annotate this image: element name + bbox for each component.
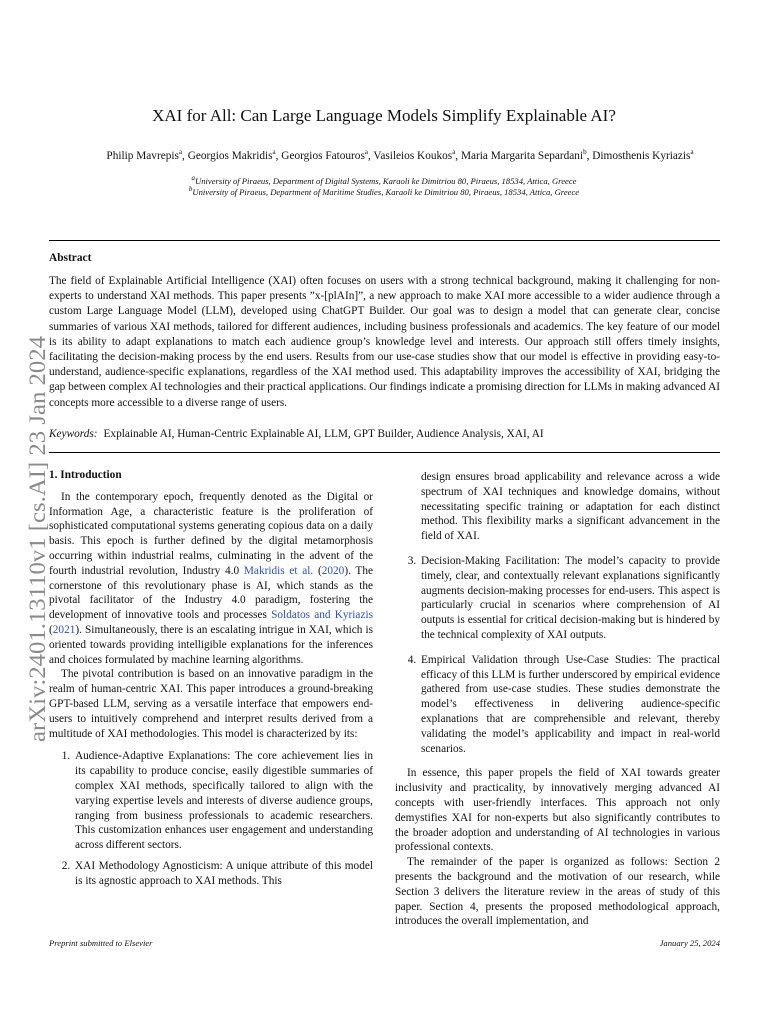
keywords-text: Explainable AI, Human-Centric Explainable AI, LLM, GPT Builder, Audience Analysis, XAI, AI — [103, 428, 544, 440]
author-affiliation-mark: a — [272, 148, 276, 156]
list-item — [419, 653, 720, 757]
right-column — [395, 470, 720, 929]
list-item-continuation: design ensures broad applicability and relevance across a wide spectrum of XAI techniques and knowledge domains, without necessitating specific training or adaptation for each distinct method. This flexibility marks a significant advancement in the field of XAI. — [421, 471, 720, 543]
citation-author: Makridis et al. — [243, 564, 314, 577]
author-name: Georgios Makridis — [187, 149, 273, 162]
footer-preprint-note: Preprint submitted to Elsevier — [49, 938, 153, 948]
citation-bracket: ). — [75, 623, 82, 636]
contribution-list-continued — [395, 554, 720, 756]
arxiv-stamp-text: arXiv:2401.13110v1 [cs.AI] 23 Jan 2024 — [25, 364, 50, 742]
author-name: Dimosthenis Kyriazis — [592, 149, 691, 162]
paragraph-text: The cornerstone of this revolutionary phase is AI, which stands as the pivotal facilitator of the Industry 4.0 paradigm, fostering the development of innovative tools and processes — [49, 564, 373, 622]
citation-year-soldatos[interactable]: 2021 — [52, 623, 76, 636]
footer-date: January 25, 2024 — [659, 938, 720, 948]
list-item-text: Audience-Adaptive Explanations: The core achievement lies in its capability to produce concise, easily digestible summaries of complex XAI methods, specifically tailored to align with the varying expertise levels and interests of diverse audience groups, ranging from business professionals to academic researchers. This customization enhances user engagement and understanding across different sectors. — [75, 750, 373, 852]
abstract-text: The field of Explainable Artificial Intelligence (XAI) often focuses on users with a strong technical background, making it challenging for non-experts to understand XAI methods. This paper presents ”x-[plAIn]”, a new approach to make XAI more accessible to a wider audience through a custom Large Language Model (LLM), developed using ChatGPT Builder. Our goal was to design a model that can generate clear, concise summaries of various XAI methods, tailored for different audiences, including business professionals and academics. The key feature of our model is its ability to adapt explanations to match each audience group’s knowledge level and interests. Our approach still offers timely insights, facilitating the decision-making process by the end users. Results from our use-case studies show that our model is effective in providing easy-to-understand, audience-specific explanations, regardless of the XAI method used. This adaptability improves the accessibility of XAI, bridging the gap between complex AI technologies and their practical applications. Our findings indicate a promising direction for LLMs in making advanced AI concepts more accessible to a diverse range of users. — [49, 275, 720, 409]
keywords — [49, 428, 720, 440]
citation-bracket: ). — [344, 564, 351, 577]
affiliation-text: University of Piraeus, Department of Digital Systems, Karaoli ke Dimitriou 80, Piraeus, 18534, Attica, Greece — [195, 175, 577, 186]
citation-bracket: ( — [49, 623, 53, 636]
author-affiliation-mark: b — [583, 148, 587, 156]
list-item-text: XAI Methodology Agnosticism: A unique attribute of this model is its agnostic approach to XAI methods. This — [75, 859, 373, 887]
section-heading: 1. Introduction — [49, 469, 122, 481]
intro-paragraph-4: The remainder of the paper is organized as follows: Section 2 presents the background and the motivation of our research, while Section 3 delivers the literature review in the areas of study of this paper. Section 4, presents the proposed methodological approach, introduces the overall implementation, and — [395, 856, 720, 928]
abstract-bottom-rule — [49, 452, 720, 453]
intro-paragraph-2: The pivotal contribution is based on an innovative paradigm in the realm of human-centric XAI. This paper introduces a ground-breaking GPT-based LLM, serving as a versatile interface that empowers end-users to intuitively comprehend and interpret results derived from a multitude of XAI methodologies. This model is characterized by its: — [49, 668, 373, 740]
keywords-label: Keywords: — [49, 428, 98, 440]
citation-author: Soldatos and Kyriazis — [271, 609, 373, 622]
intro-paragraph-3: In essence, this paper propels the field of XAI towards greater inclusivity and practicality, by innovatively merging advanced AI concepts with user-friendly interfaces. This approach not only demystifies XAI for non-experts but also significantly contributes to the broader adoption and understanding of AI technologies in various professional contexts. — [395, 767, 720, 854]
author-name: Georgios Fatouros — [281, 149, 365, 162]
author-affiliation-mark: a — [452, 148, 456, 156]
affiliation-mark: a — [191, 174, 196, 182]
list-item — [419, 554, 720, 643]
citation-link-soldatos[interactable] — [271, 609, 373, 621]
intro-paragraph-1 — [49, 490, 373, 668]
author-name: Philip Mavrepis — [106, 149, 179, 162]
author-affiliation-mark: a — [364, 148, 368, 156]
citation-link-makridis[interactable] — [244, 565, 313, 577]
citation-bracket: ( — [313, 564, 322, 577]
arxiv-side-stamp — [22, 334, 52, 744]
left-column — [49, 468, 373, 895]
author-name: Maria Margarita Separdani — [460, 149, 584, 162]
citation-year-makridis[interactable]: 2020 — [321, 564, 345, 577]
author-affiliation-mark: a — [178, 148, 183, 156]
abstract-heading: Abstract — [49, 252, 92, 264]
affiliation-text: University of Piraeus, Department of Maritime Studies, Karaoli ke Dimitriou 80, Piraeus, 18534, Attica, Greece — [192, 186, 580, 197]
author-name: Vasileios Koukos — [373, 149, 453, 162]
list-item — [73, 859, 373, 889]
affiliation-b — [0, 185, 768, 197]
paragraph-text: In the contemporary epoch, frequently denoted as the Digital or Information Age, a characteristic feature is the proliferation of sophisticated computational systems generating copious data on a daily basis. This epoch is further defined by the digital metamorphosis occurring within industrial realms, culminating in the advent of the fourth industrial revolution, Industry 4.0 — [49, 490, 373, 577]
paragraph-text: Simultaneously, there is an escalating intrigue in XAI, which is oriented towards providing intelligible explanations for the inferences and choices formulated by machine learning algorithms. — [49, 623, 373, 666]
contribution-list — [49, 749, 373, 888]
paper-title: XAI for All: Can Large Language Models Simplify Explainable AI? — [152, 106, 616, 125]
author-list: Philip Mavrepis$^a$, Georgios Makridis$^a$, Georgios Fatouros$^a$, Vasileios Koukos$^a$, Maria Margarita Separdani$^b$, Dimosthenis Kyriazis$^a$ — [106, 148, 694, 162]
affiliation-mark: b — [188, 185, 193, 193]
author-affiliation-mark: a — [690, 148, 694, 156]
list-item-text: Decision-Making Facilitation: The model’s capacity to provide timely, clear, and contextually relevant explanations significantly augments decision-making processes for end-users. This aspect is particularly crucial in scenarios where comprehension of AI outputs is essential for critical decision-making but is hindered by the technical complexity of XAI outputs. — [421, 554, 720, 641]
abstract-top-rule — [49, 240, 720, 241]
list-item-text: Empirical Validation through Use-Case Studies: The practical efficacy of this LLM is further underscored by empirical evidence gathered from use-case studies. These studies demonstrate the model’s effectiveness in delivering audience-specific explanations that are comprehensible and relevant, thereby validating the model’s applicability and impact in real-world scenarios. — [421, 653, 720, 755]
list-item — [73, 749, 373, 853]
